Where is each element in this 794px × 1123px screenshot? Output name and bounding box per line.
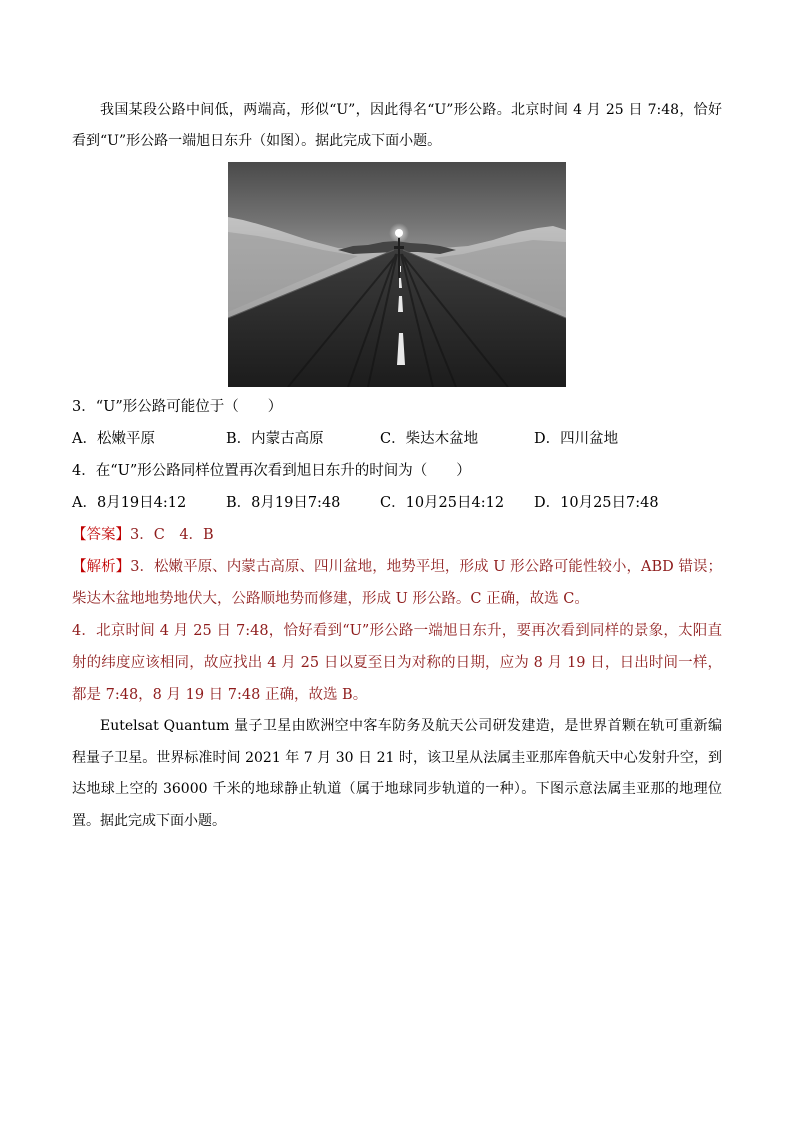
question-4-options xyxy=(72,487,722,519)
u-road-photo xyxy=(228,162,566,387)
question-block xyxy=(72,391,722,838)
answer-label: 【答案】 xyxy=(72,527,130,543)
passage-u-road: 我国某段公路中间低，两端高，形似“U”，因此得名“U”形公路。北京时间 4 月 25 日 7:48，恰好看到“U”形公路一端旭日东升（如图）。据此完成下面小题。 xyxy=(72,102,722,149)
analysis-label: 【解析】 xyxy=(72,559,131,575)
question-4-option-b[interactable]: B．8月19日7:48 xyxy=(226,495,341,511)
question-3-options xyxy=(72,423,722,455)
rising-sun xyxy=(395,229,403,237)
question-4-option-d[interactable]: D．10月25日7:48 xyxy=(534,495,659,511)
analysis-q3-text: 3．松嫩平原、内蒙古高原、四川盆地，地势平坦，形成 U 形公路可能性较小，ABD 错误；柴达木盆地地势地伏大，公路顺地势而修建，形成 U 形公路。C 正确，故选 C。 xyxy=(72,559,722,607)
answer-line xyxy=(72,519,722,551)
analysis-q4-text: 4．北京时间 4 月 25 日 7:48，恰好看到“U”形公路一端旭日东升，要再次看到同样的景象，太阳直射的纬度应该相同，故应找出 4 月 25 日以夏至日为对称的日期，应为 8 月 19 日，日出时间一样，都是 7:48，8 月 19 日 7:48 正确，故选 B。 xyxy=(72,623,722,703)
question-4-stem: 4．在“U”形公路同样位置再次看到旭日东升的时间为（ ） xyxy=(72,463,471,479)
analysis-q3 xyxy=(72,551,722,615)
question-4-option-c[interactable]: C．10月25日4:12 xyxy=(380,495,505,511)
question-3-option-b[interactable]: B．内蒙古高原 xyxy=(226,431,324,447)
question-4-option-a[interactable]: A．8月19日4:12 xyxy=(72,495,187,511)
answer-text: 3．C 4．B xyxy=(130,527,214,543)
question-3-stem: 3．“U”形公路可能位于（ ） xyxy=(72,399,283,415)
question-3-option-c[interactable]: C．柴达木盆地 xyxy=(380,431,479,447)
passage-eutelsat: Eutelsat Quantum 量子卫星由欧洲空中客车防务及航天公司研发建造，是世界首颗在轨可重新编程量子卫星。世界标准时间 2021 年 7 月 30 日 21 时，该卫星从法属圭亚那库鲁航天中心发射升空，到达地球上空的 36000 千米的地球静止轨道（属于地球同步轨道的一种）。下图示意法属圭亚那的地理位置。据此完成下面小题。 xyxy=(72,718,722,830)
question-3-option-a[interactable]: A．松嫩平原 xyxy=(72,431,155,447)
question-3-option-d[interactable]: D．四川盆地 xyxy=(534,431,619,447)
